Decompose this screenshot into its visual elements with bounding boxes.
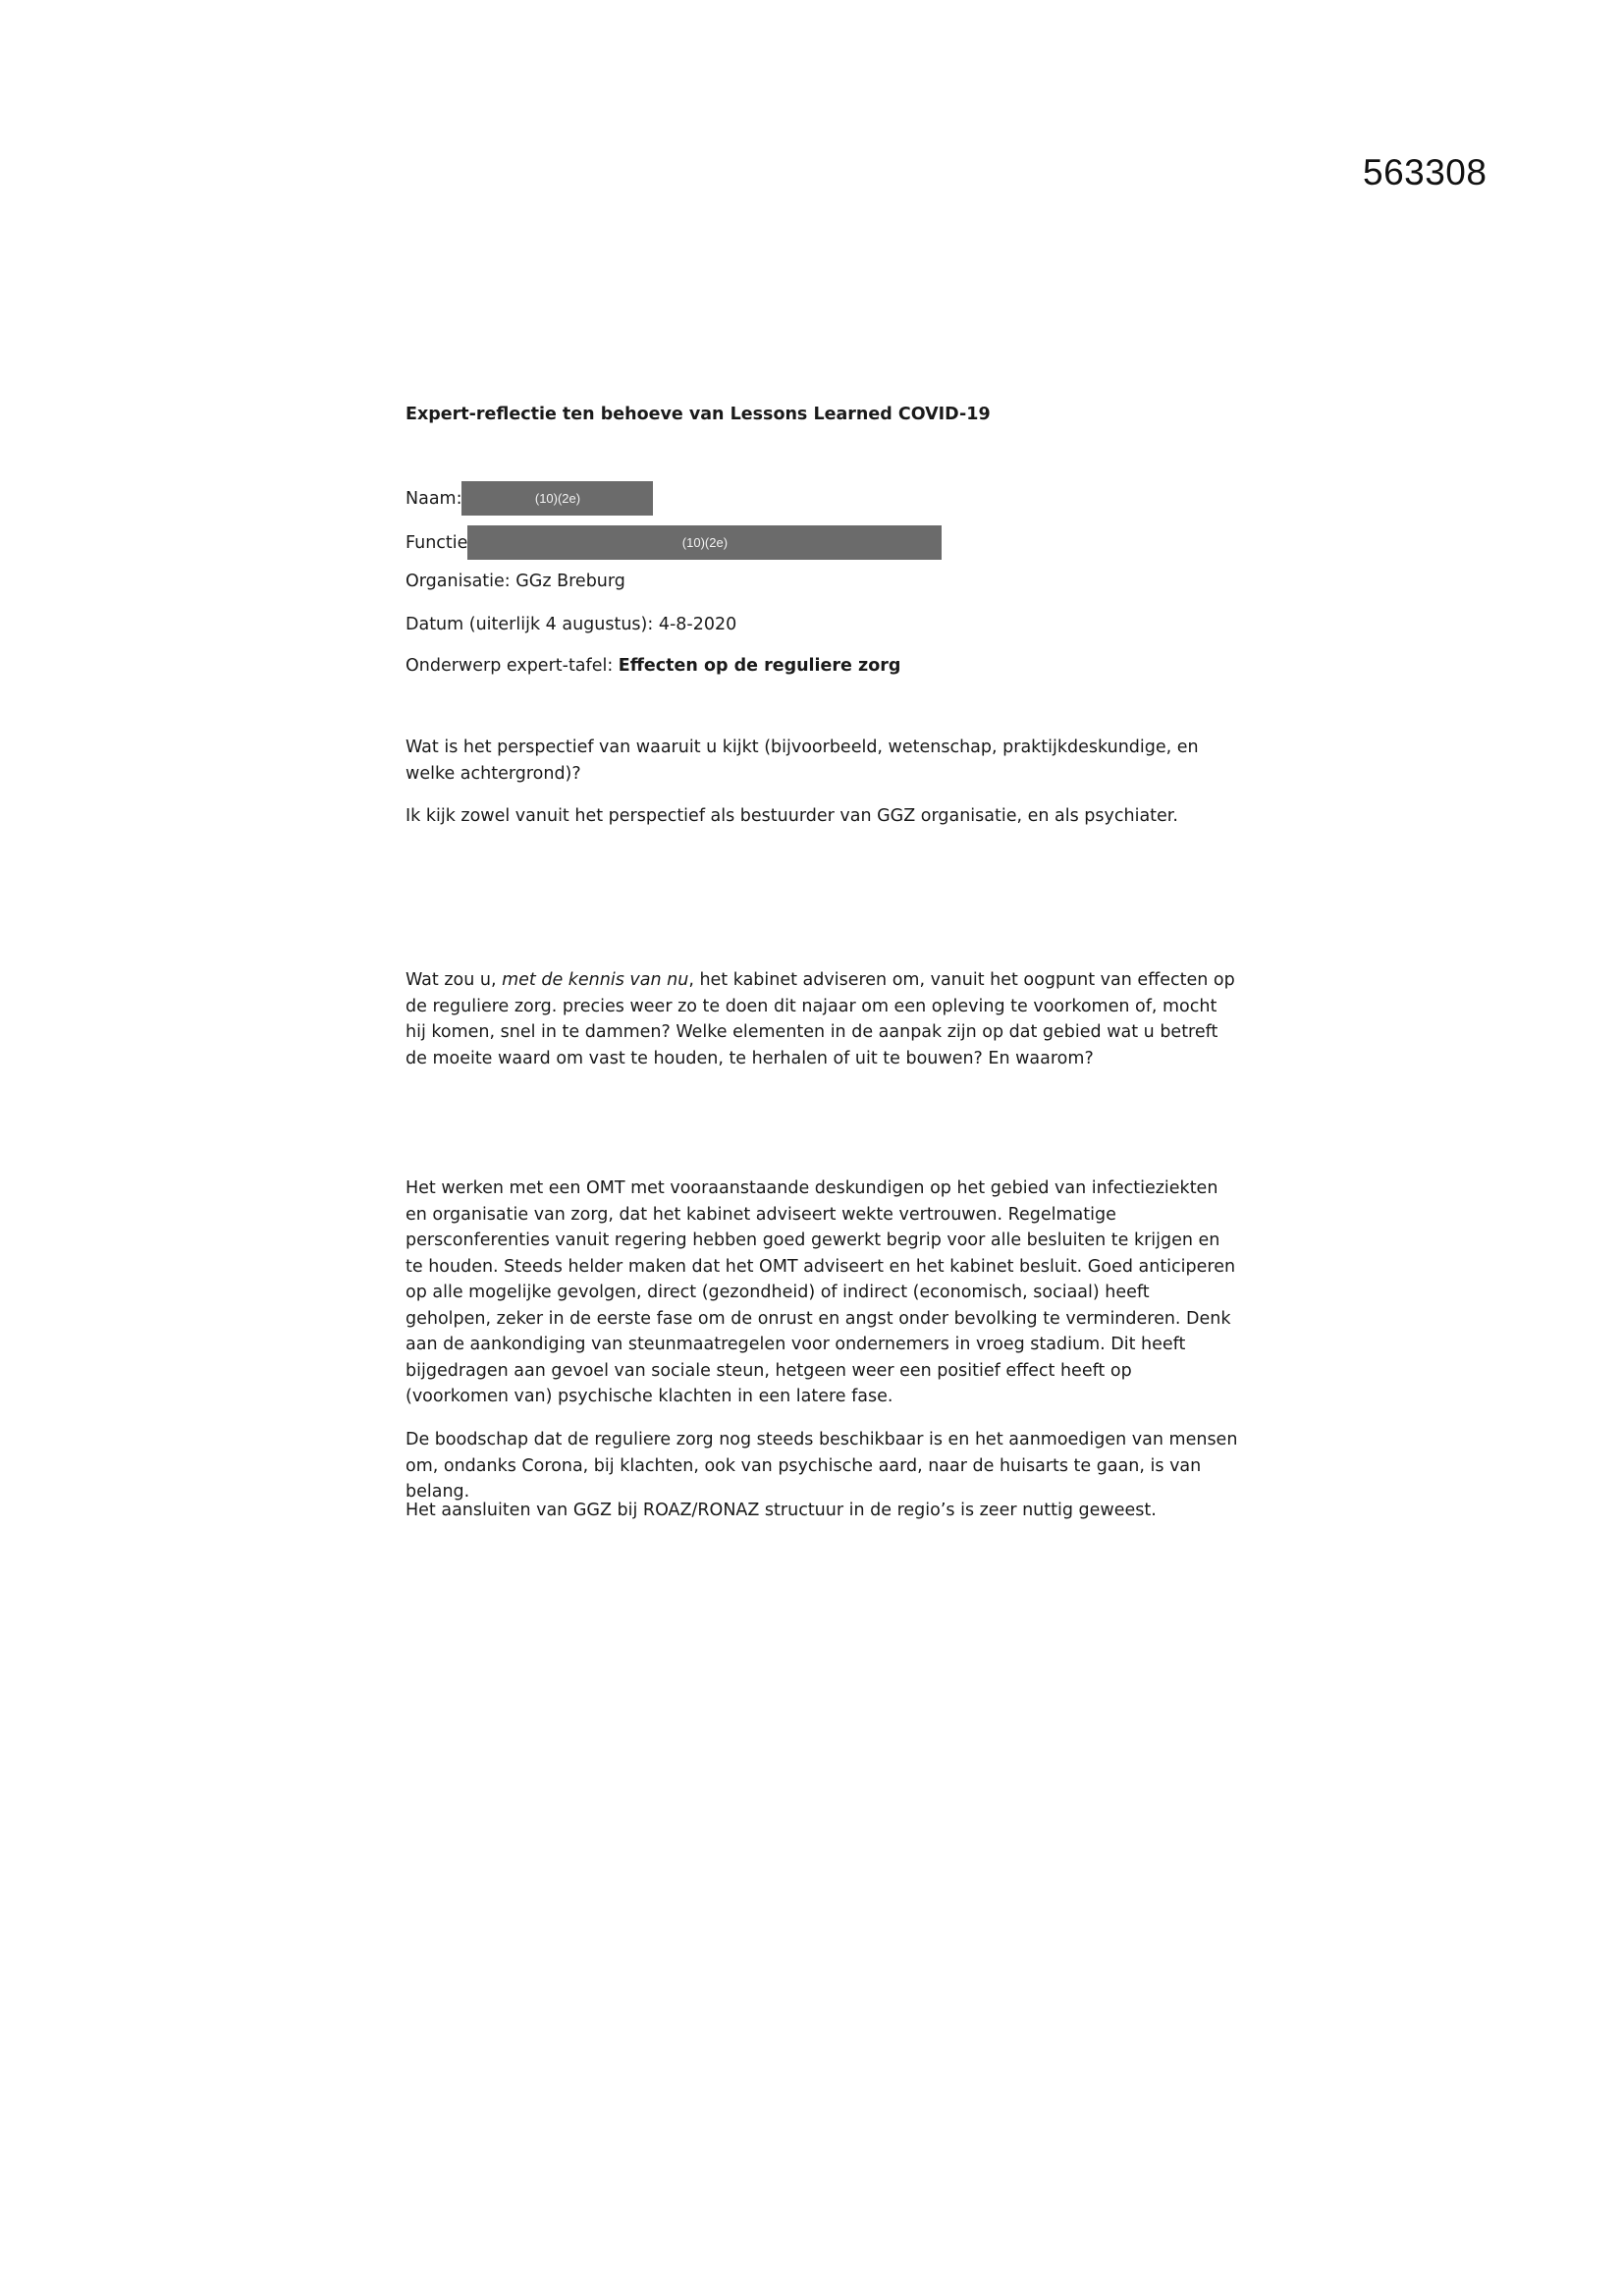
question-advice-start: Wat zou u, — [406, 970, 503, 990]
onderwerp-value: Effecten op de reguliere zorg — [618, 656, 901, 676]
functie-field — [406, 525, 942, 560]
functie-label: Functie — [406, 532, 468, 553]
question-advice-rest: , het kabinet adviseren om, vanuit het oogpunt van effecten op de reguliere zorg. precies weer zo te doen dit najaar om een opleving te voorkomen of, mocht hij komen, snel in te dammen? Welke elementen in de aanpak zijn op dat gebied wat u betreft de moeite waard om vast te houden, te herhalen of uit te bouwen? En waarom? — [406, 970, 1235, 1068]
organisatie-field: Organisatie: GGz Breburg — [406, 572, 625, 591]
onderwerp-field — [406, 656, 900, 676]
onderwerp-label: Onderwerp expert-tafel: — [406, 656, 619, 676]
answer-reguliere-zorg: De boodschap dat de reguliere zorg nog steeds beschikbaar is en het aanmoedigen van mensen om, ondanks Corona, bij klachten, ook van psychische aard, naar de huisarts te gaan, is van belang. — [406, 1430, 1238, 1502]
answer-omt: Het werken met een OMT met vooraanstaande deskundigen op het gebied van infectieziekten en organisatie van zorg, dat het kabinet adviseert wekte vertrouwen. Regelmatige persconferenties vanuit regering hebben goed gewerkt begrip voor alle besluiten te krijgen en te houden. Steeds helder maken dat het OMT adviseert en het kabinet besluit. Goed anticiperen op alle mogelijke gevolgen, direct (gezondheid) of indirect (economisch, sociaal) heeft geholpen, zeker in de eerste fase om de onrust en angst onder bevolking te verminderen. Denk aan de aankondiging van steunmaatregelen voor ondernemers in vroeg stadium. Dit heeft bijgedragen aan gevoel van sociale steun, hetgeen weer een positief effect heeft op (voorkomen van) psychische klachten in een latere fase. — [406, 1178, 1236, 1406]
datum-field: Datum (uiterlijk 4 augustus): 4-8-2020 — [406, 615, 737, 634]
question-advice-italic: met de kennis van nu — [502, 970, 689, 990]
naam-label: Naam: — [406, 488, 462, 509]
functie-redaction: (10)(2e) — [467, 525, 942, 560]
question-advice — [406, 967, 1240, 1071]
answer-perspective: Ik kijk zowel vanuit het perspectief als bestuurder van GGZ organisatie, en als psychiater. — [406, 806, 1178, 826]
document-title: Expert-reflectie ten behoeve van Lessons Learned COVID-19 — [406, 405, 991, 424]
question-perspective: Wat is het perspectief van waaruit u kijkt (bijvoorbeeld, wetenschap, praktijkdeskundige, en welke achtergrond)? — [406, 738, 1199, 784]
document-id: 563308 — [1363, 152, 1488, 192]
naam-redaction: (10)(2e) — [461, 481, 653, 516]
answer-roaz: Het aansluiten van GGZ bij ROAZ/RONAZ structuur in de regio’s is zeer nuttig geweest. — [406, 1501, 1157, 1520]
naam-field — [406, 481, 653, 516]
